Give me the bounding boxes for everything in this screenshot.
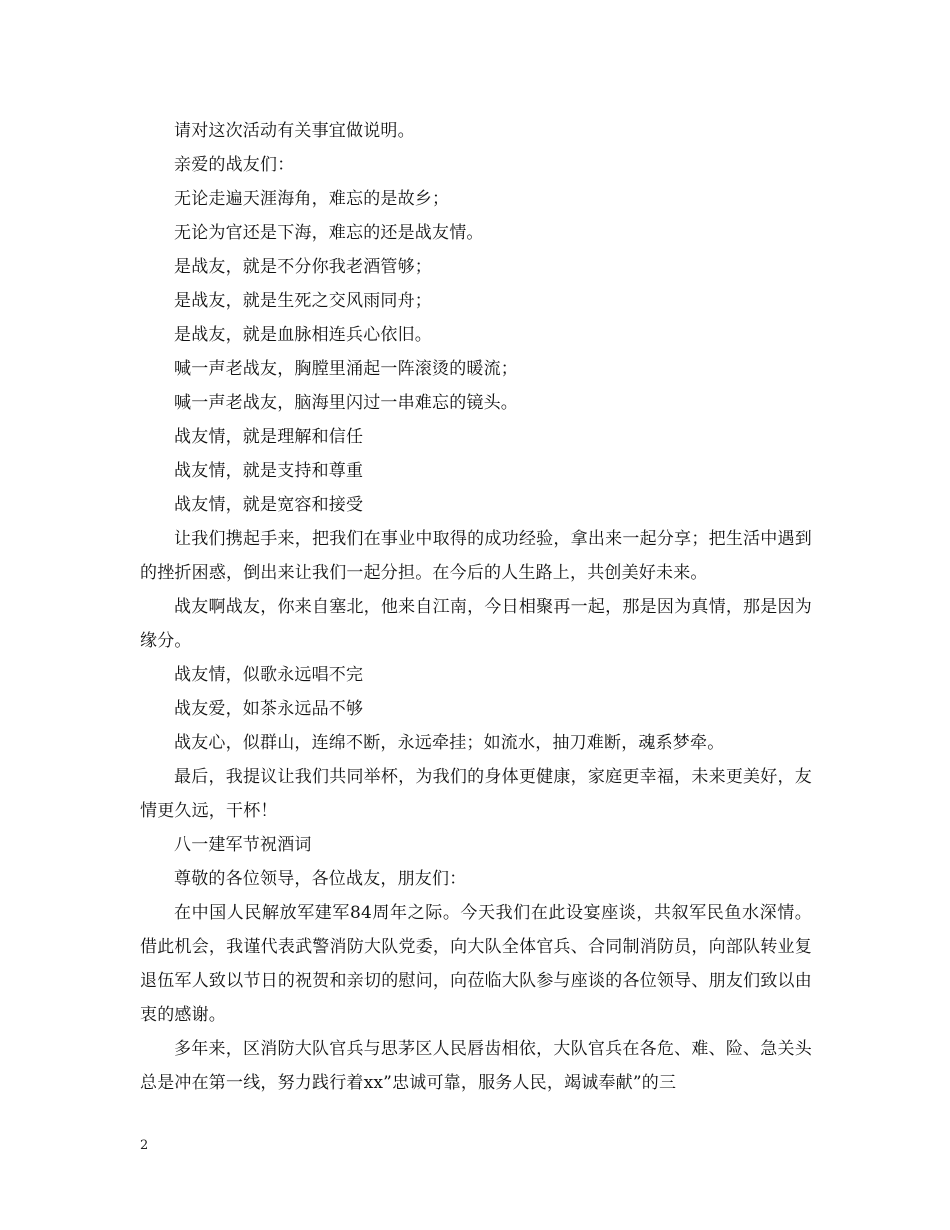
paragraph: 战友情，就是宽容和接受: [174, 495, 364, 515]
paragraph: 是战友，就是不分你我老酒管够；: [174, 257, 432, 277]
paragraph: 无论走遍天涯海角，难忘的是故乡；: [174, 189, 450, 209]
section-heading: 八一建军节祝酒词: [174, 835, 312, 855]
paragraph: 战友情，就是支持和尊重: [174, 461, 364, 481]
paragraph: 战友爱，如茶永远品不够: [174, 699, 364, 719]
paragraph: 战友心，似群山，连绵不断，永远牵挂；如流水，抽刀难断，魂系梦牵。: [174, 733, 725, 753]
paragraph: 喊一声老战友，胸膛里涌起一阵滚烫的暖流；: [174, 359, 518, 379]
page-number: 2: [140, 1138, 149, 1153]
paragraph: 是战友，就是血脉相连兵心依旧。: [174, 325, 432, 345]
paragraph: 战友情，就是理解和信任: [174, 427, 364, 447]
paragraph: 尊敬的各位领导，各位战友，朋友们：: [174, 869, 467, 889]
paragraph: 是战友，就是生死之交风雨同舟；: [174, 291, 432, 311]
paragraph: 战友情，似歌永远唱不完: [174, 665, 364, 685]
paragraph: 请对这次活动有关事宜做说明。: [174, 121, 415, 141]
paragraph: 让我们携起手来，把我们在事业中取得的成功经验，拿出来一起分享；把生活中遇到的挫折困惑，倒出来让我们一起分担。在今后的人生路上，共创美好未来。: [140, 529, 812, 583]
paragraph: 亲爱的战友们：: [174, 155, 295, 175]
document-body: [140, 114, 812, 1100]
paragraph: 战友啊战友，你来自塞北，他来自江南，今日相聚再一起，那是因为真情，那是因为缘分。: [140, 597, 812, 651]
paragraph: 无论为官还是下海，难忘的还是战友情。: [174, 223, 484, 243]
paragraph: 在中国人民解放军建军84周年之际。今天我们在此设宴座谈，共叙军民鱼水深情。借此机会，我谨代表武警消防大队党委，向大队全体官兵、合同制消防员，向部队转业复退伍军人致以节日的祝贺和亲切的慰问，向莅临大队参与座谈的各位领导、朋友们致以由衷的感谢。: [140, 903, 812, 1025]
paragraph: 喊一声老战友，脑海里闪过一串难忘的镜头。: [174, 393, 518, 413]
paragraph: 最后，我提议让我们共同举杯，为我们的身体更健康，家庭更幸福，未来更美好，友情更久远，干杯！: [140, 767, 812, 821]
paragraph: 多年来，区消防大队官兵与思茅区人民唇齿相依，大队官兵在各危、难、险、急关头总是冲在第一线，努力践行着xx”忠诚可靠，服务人民，竭诚奉献”的三: [140, 1039, 812, 1093]
